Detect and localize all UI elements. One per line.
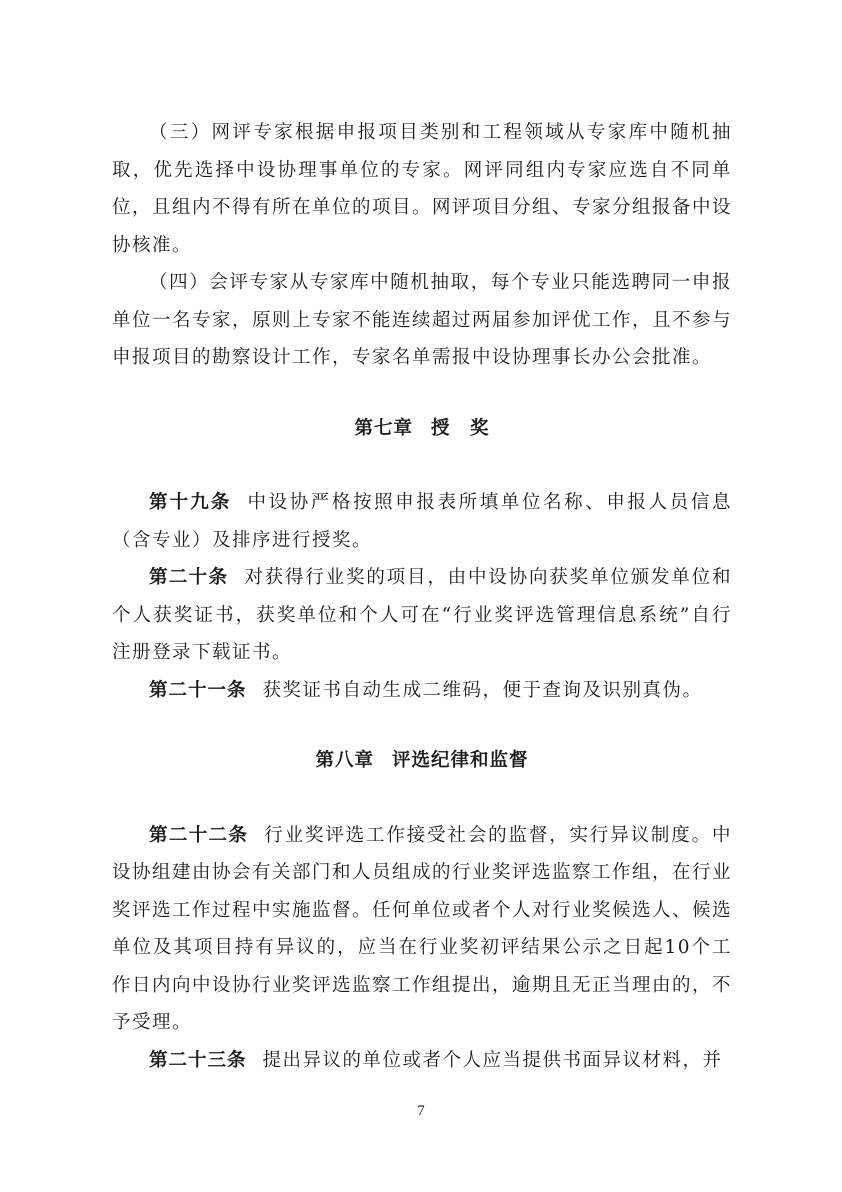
paragraph-item-3: （三）网评专家根据申报项目类别和工程领域从专家库中随机抽取，优先选择中设协理事单位的专家。网评同组内专家应选自不同单位，且组内不得有所在单位的项目。网评项目分组、专家分组报备中设协核准。 bbox=[112, 122, 733, 256]
chapter-title: 评选纪律和监督 bbox=[392, 750, 529, 771]
document-body bbox=[112, 114, 732, 1079]
article-23 bbox=[112, 1042, 732, 1080]
article-label: 第二十条 bbox=[149, 567, 229, 588]
chapter-8-heading bbox=[112, 742, 732, 780]
article-22 bbox=[112, 817, 732, 1042]
paragraph-item-4: （四）会评专家从专家库中随机抽取，每个专业只能选聘同一申报单位一名专家，原则上专家不能连续超过两届参加评优工作，且不参与申报项目的勘察设计工作，专家名单需报中设协理事长办公会批准。 bbox=[112, 272, 733, 368]
article-19 bbox=[112, 484, 732, 559]
chapter-number: 第八章 bbox=[315, 750, 374, 771]
page-number: 7 bbox=[417, 1103, 425, 1119]
article-label: 第十九条 bbox=[149, 492, 232, 513]
article-text: 获奖证书自动生成二维码，便于查询及识别真伪。 bbox=[262, 679, 703, 701]
article-text: 对获得行业奖的项目，由中设协向获奖单位颁发单位和个人获奖证书，获奖单位和个人可在“行业奖评选管理信息系统”自行注册登录下载证书。 bbox=[112, 567, 732, 663]
article-21 bbox=[112, 672, 732, 710]
article-label: 第二十一条 bbox=[149, 679, 247, 701]
article-text: 行业奖评选工作接受社会的监督，实行异议制度。中设协组建由协会有关部门和人员组成的行业奖评选监察工作组，在行业奖评选工作过程中实施监督。任何单位或者个人对行业奖候选人、候选单位及其项目持有异议的，应当在行业奖初评结果公示之日起10个工作日内向中设协行业奖评选监察工作组提出，逾期且无正当理由的，不予受理。 bbox=[112, 824, 733, 1033]
chapter-7-heading bbox=[112, 410, 732, 448]
article-label: 第二十二条 bbox=[149, 824, 249, 846]
article-20 bbox=[112, 559, 732, 672]
article-text: 中设协严格按照申报表所填单位名称、申报人员信息（含专业）及排序进行授奖。 bbox=[112, 492, 732, 551]
chapter-number: 第七章 bbox=[354, 417, 413, 439]
chapter-title: 授 奖 bbox=[431, 417, 490, 439]
article-text: 提出异议的单位或者个人应当提供书面异议材料，并 bbox=[262, 1049, 723, 1071]
article-label: 第二十三条 bbox=[149, 1049, 247, 1071]
